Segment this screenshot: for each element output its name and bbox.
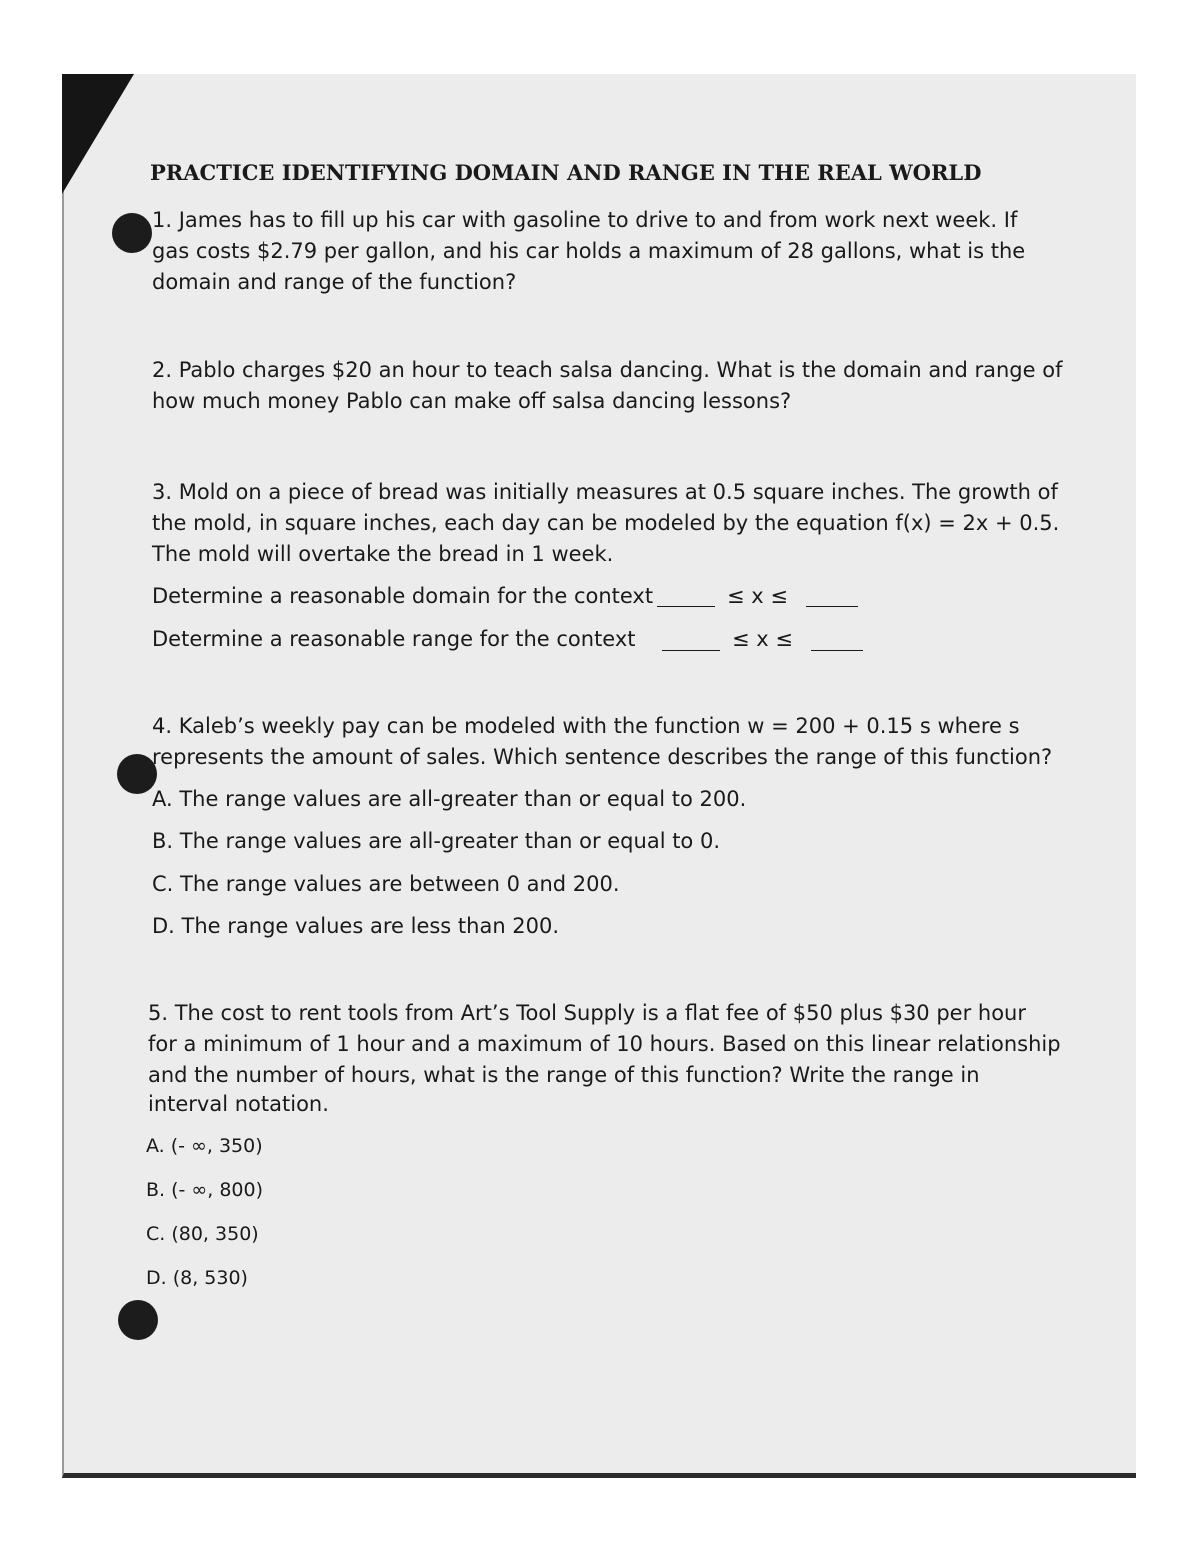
- q3-domain-inequality: ≤ x ≤: [727, 584, 788, 608]
- q1-line-2: gas costs $2.79 per gallon, and his car holds a maximum of 28 gallons, what is the: [152, 239, 1026, 263]
- q3-domain-lower-blank[interactable]: [657, 606, 715, 607]
- q4-choice-c[interactable]: C. The range values are between 0 and 200.: [152, 872, 620, 896]
- q5-choice-b[interactable]: B. (- ∞, 800): [146, 1179, 264, 1201]
- q3-line-2: the mold, in square inches, each day can be modeled by the equation f(x) = 2x + 0.5.: [152, 511, 1060, 535]
- punch-hole-top: [112, 213, 152, 253]
- q5-choice-a[interactable]: A. (- ∞, 350): [146, 1135, 263, 1157]
- page-corner-shadow: [62, 74, 134, 194]
- q5-choice-d[interactable]: D. (8, 530): [146, 1267, 248, 1289]
- q3-range-inequality: ≤ x ≤: [732, 627, 793, 651]
- q5-line-3: and the number of hours, what is the range of this function? Write the range in: [148, 1063, 980, 1087]
- q1-line-1: 1. James has to fill up his car with gasoline to drive to and from work next week. If: [152, 208, 1018, 232]
- q2-line-2: how much money Pablo can make off salsa dancing lessons?: [152, 389, 792, 413]
- q3-domain-upper-blank[interactable]: [806, 606, 858, 607]
- q5-line-1: 5. The cost to rent tools from Art’s Tool Supply is a flat fee of $50 plus $30 per hour: [148, 1001, 1027, 1025]
- q3-range-lower-blank[interactable]: [662, 650, 720, 651]
- q4-choice-d[interactable]: D. The range values are less than 200.: [152, 914, 560, 938]
- q3-range-upper-blank[interactable]: [811, 650, 863, 651]
- q5-line-2: for a minimum of 1 hour and a maximum of 10 hours. Based on this linear relationship: [148, 1032, 1061, 1056]
- q4-line-1: 4. Kaleb’s weekly pay can be modeled with the function w = 200 + 0.15 s where s: [152, 714, 1020, 738]
- q2-line-1: 2. Pablo charges $20 an hour to teach salsa dancing. What is the domain and range of: [152, 358, 1063, 382]
- q3-line-1: 3. Mold on a piece of bread was initially measures at 0.5 square inches. The growth of: [152, 480, 1058, 504]
- q4-line-2: represents the amount of sales. Which sentence describes the range of this function?: [152, 745, 1053, 769]
- q4-choice-b[interactable]: B. The range values are all-greater than or equal to 0.: [152, 829, 720, 853]
- q1-line-3: domain and range of the function?: [152, 270, 517, 294]
- q3-line-3: The mold will overtake the bread in 1 week.: [152, 542, 614, 566]
- q3-domain-prompt: Determine a reasonable domain for the context: [152, 584, 654, 608]
- q4-choice-a[interactable]: A. The range values are all-greater than or equal to 200.: [152, 787, 747, 811]
- worksheet-title: PRACTICE IDENTIFYING DOMAIN AND RANGE IN THE REAL WORLD: [150, 160, 982, 185]
- q3-range-prompt: Determine a reasonable range for the context: [152, 627, 636, 651]
- q5-choice-c[interactable]: C. (80, 350): [146, 1223, 259, 1245]
- q5-line-4: interval notation.: [148, 1092, 329, 1116]
- punch-hole-middle: [117, 754, 157, 794]
- punch-hole-bottom: [118, 1300, 158, 1340]
